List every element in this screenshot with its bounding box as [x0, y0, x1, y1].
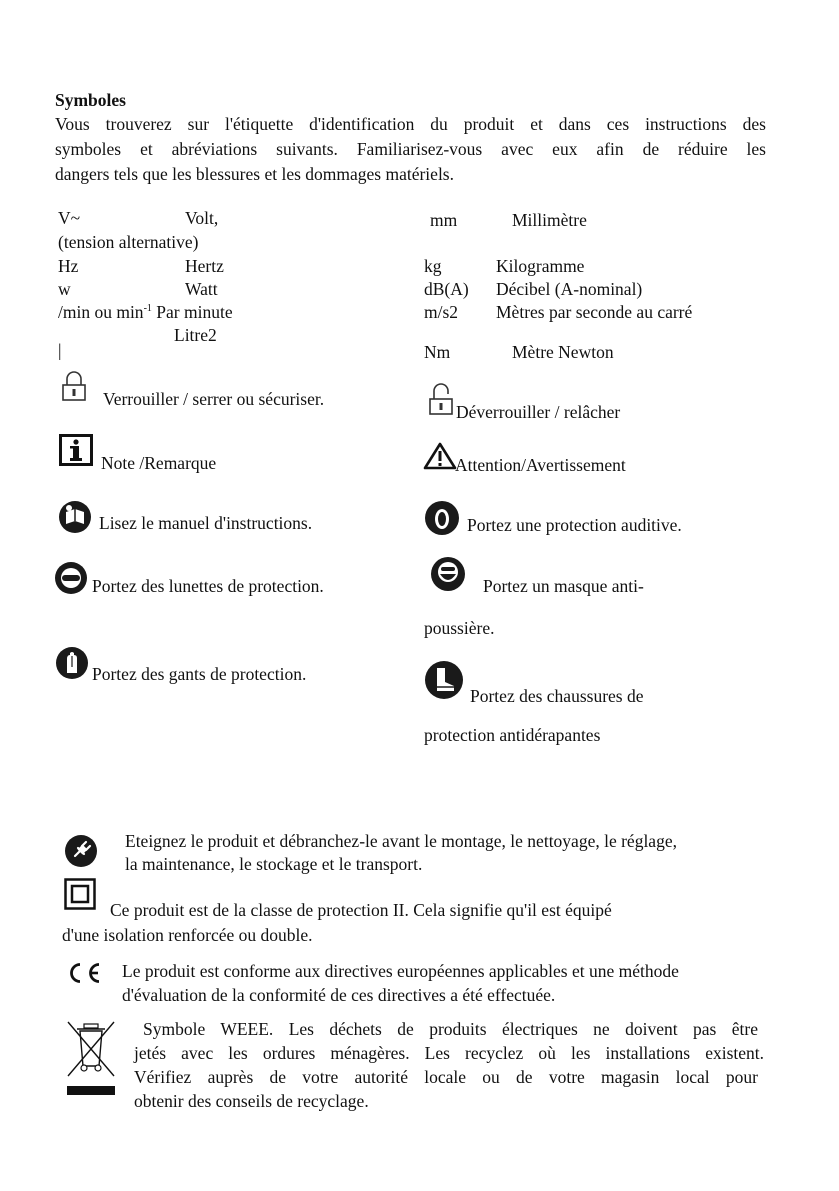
ce-mark-icon [64, 962, 102, 984]
abbrev-litre-symbol: | [58, 340, 62, 360]
mask-label-line-2: poussière. [424, 618, 495, 638]
class2-line-1: Ce produit est de la classe de protection II. Cela signifie qu'il est équipé [110, 900, 612, 920]
weee-bin-icon [64, 1020, 118, 1098]
abbrev-hz-symbol: Hz [58, 256, 79, 276]
warning-label: Attention/Avertissement [455, 455, 626, 475]
abbrev-db-name: Décibel (A-nominal) [496, 279, 643, 299]
abbrev-min-symbol: /min ou min [58, 302, 144, 322]
page-title: Symboles [55, 90, 126, 110]
ear-protection-icon [424, 500, 460, 536]
intro-line-2: symboles et abréviations suivants. Familiarisez-vous avec eux afin de réduire les [55, 139, 766, 159]
weee-line-1: Symbole WEEE. Les déchets de produits électriques ne doivent pas être [143, 1019, 758, 1039]
abbrev-nm-name: Mètre Newton [512, 342, 614, 362]
abbrev-mm-symbol: mm [430, 210, 458, 230]
intro-line-3: dangers tels que les blessures et les dommages matériels. [55, 164, 454, 184]
class-ii-icon [64, 878, 96, 910]
note-label: Note /Remarque [101, 453, 217, 473]
unplug-line-1: Eteignez le produit et débranchez-le avant le montage, le nettoyage, le réglage, [125, 831, 677, 851]
unplug-icon [64, 834, 98, 868]
ear-label: Portez une protection auditive. [467, 515, 682, 535]
class2-line-2: d'une isolation renforcée ou double. [62, 925, 313, 945]
safety-goggles-icon [54, 561, 88, 595]
ce-line-2: d'évaluation de la conformité de ces directives a été effectuée. [122, 985, 556, 1005]
dust-mask-icon [430, 556, 466, 592]
abbrev-min-name: Par minute [156, 302, 233, 322]
abbrev-db-symbol: dB(A) [424, 279, 469, 299]
boots-label-line-2: protection antidérapantes [424, 725, 601, 745]
abbrev-w-name: Watt [185, 279, 218, 299]
weee-line-2: jetés avec les ordures ménagères. Les recyclez où les installations existent. [134, 1043, 764, 1063]
boots-label-line-1: Portez des chaussures de [470, 686, 644, 706]
unlock-label: Déverrouiller / relâcher [456, 402, 621, 422]
abbrev-kg-symbol: kg [424, 256, 442, 276]
gloves-label: Portez des gants de protection. [92, 664, 307, 684]
gloves-icon [55, 645, 89, 681]
weee-line-3: Vérifiez auprès de votre autorité locale ou de votre magasin local pour [134, 1067, 758, 1087]
abbrev-mm-name: Millimètre [512, 210, 587, 230]
abbrev-w-symbol: w [58, 279, 71, 299]
abbrev-ms-name: Mètres par seconde au carré [496, 302, 693, 322]
mask-label-line-1: Portez un masque anti- [483, 576, 644, 596]
read-manual-icon [58, 500, 92, 534]
goggles-label: Portez des lunettes de protection. [92, 576, 324, 596]
abbrev-nm-symbol: Nm [424, 342, 451, 362]
abbrev-hz-name: Hertz [185, 256, 224, 276]
unlock-icon [427, 382, 455, 416]
abbrev-v-note: (tension alternative) [58, 232, 199, 252]
abbrev-ms-symbol: m/s2 [424, 302, 459, 322]
abbrev-v-symbol: V~ [58, 208, 81, 228]
abbrev-litre-name: Litre2 [174, 325, 217, 345]
abbrev-min-row [58, 301, 233, 324]
warning-icon [423, 442, 457, 470]
lock-label: Verrouiller / serrer ou sécuriser. [103, 389, 325, 409]
unplug-line-2: la maintenance, le stockage et le transport. [125, 854, 423, 874]
weee-line-4: obtenir des conseils de recyclage. [134, 1091, 369, 1111]
manual-label: Lisez le manuel d'instructions. [99, 513, 313, 533]
info-note-icon [59, 434, 95, 468]
ce-line-1: Le produit est conforme aux directives européennes applicables et une méthode [122, 961, 679, 981]
safety-boots-icon [424, 660, 464, 700]
lock-icon [60, 370, 88, 402]
abbrev-min-exponent: -1 [143, 303, 152, 315]
abbrev-v-name: Volt, [185, 208, 219, 228]
intro-line-1: Vous trouverez sur l'étiquette d'identification du produit et dans ces instructions des [55, 114, 766, 134]
abbrev-kg-name: Kilogramme [496, 256, 585, 276]
